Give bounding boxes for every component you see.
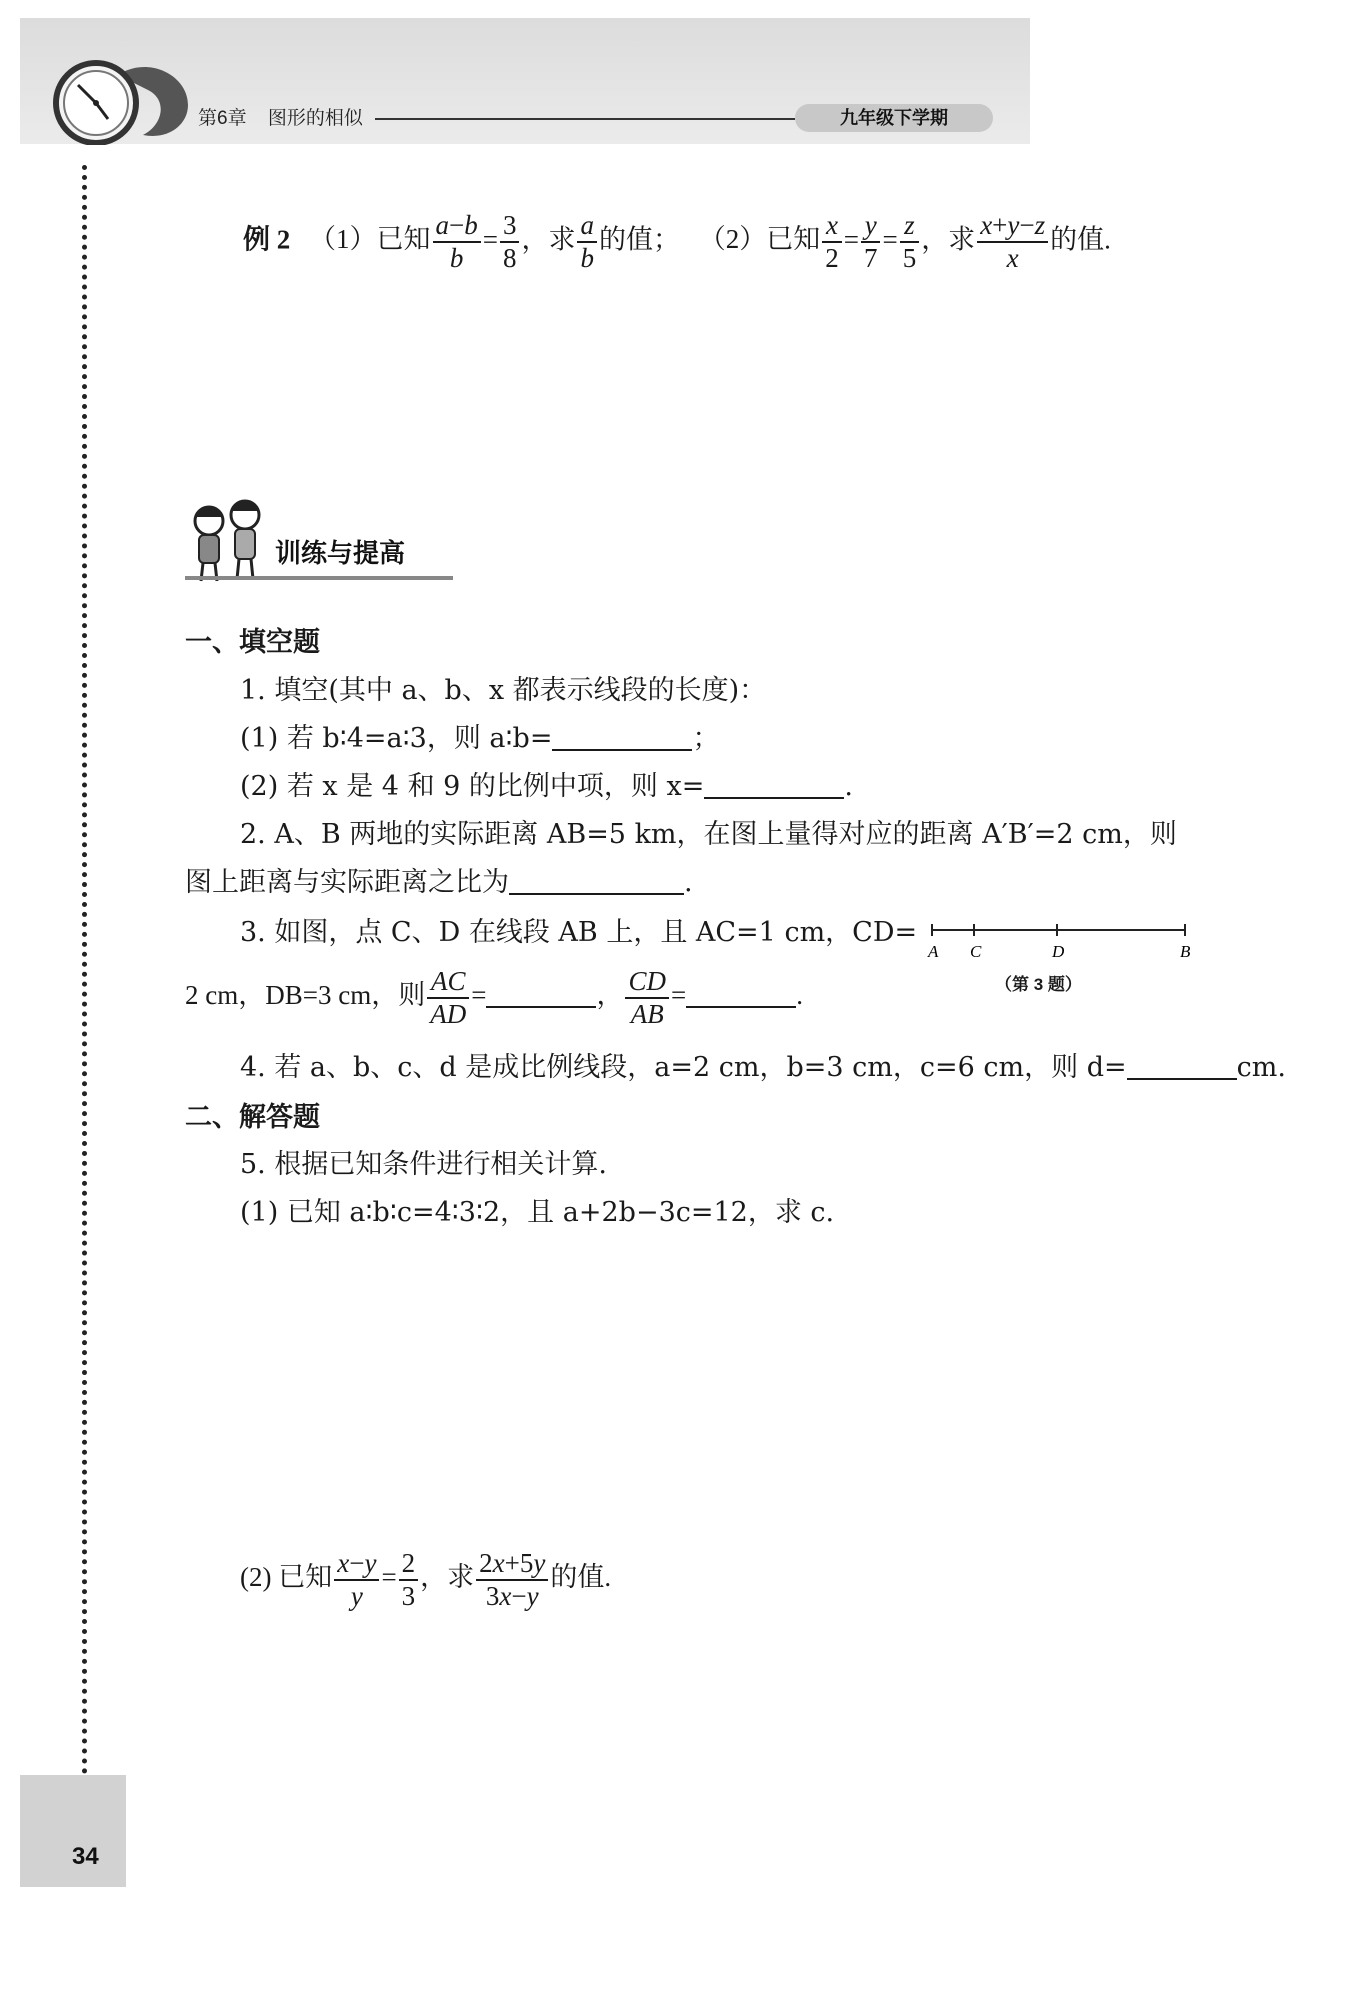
fraction-x-over-2: $\frac{x}{2}$ (822, 210, 842, 274)
point-label-b: B (1180, 942, 1191, 961)
answer-blank-3-2[interactable] (686, 976, 796, 1008)
example-label: 例 2 (243, 224, 291, 255)
section-banner-title: 训练与提高 (275, 538, 406, 568)
fraction-x-plus-y-minus-z-over-x: $\frac{x+y-z}{x}$ (977, 210, 1048, 274)
chapter-number: 第6章 (198, 108, 247, 129)
fraction-y-over-7: $\frac{y}{7}$ (861, 210, 881, 274)
fraction-cd-over-ab: $\frac{CD}{AB}$ (625, 966, 669, 1030)
page-number-box (20, 1775, 126, 1887)
answer-heading: 二、解答题 (185, 1102, 320, 1132)
fraction-a-over-b: $\frac{a}{b}$ (577, 210, 597, 274)
fraction-a-minus-b-over-b: $\frac{a-b}{b}$ (433, 210, 481, 274)
answer-blank-1-1[interactable] (552, 719, 692, 751)
example-p1-suffix: 的值； (598, 224, 680, 255)
question-2-line-2: 图上距离与实际距离之比为 . (185, 863, 693, 903)
question-3-line-1: 3. 如图，点 C、D 在线段 AB 上，且 AC=1 cm，CD= (240, 917, 918, 948)
fraction-x-minus-y-over-y: $\frac{x-y}{y}$ (334, 1548, 379, 1612)
question-1: 1. 填空(其中 a、b、x 都表示线段的长度)： (240, 675, 767, 706)
question-1-part-1: (1) 若 b∶4=a∶3，则 a∶b= ； (240, 719, 719, 759)
fraction-2x-plus-5y-over-3x-minus-y: $\frac{2x+5y}{3x-y}$ (476, 1548, 548, 1612)
answer-blank-3-1[interactable] (486, 976, 596, 1008)
example-p1-prefix: （1）已知 (309, 224, 431, 255)
chapter-title: 图形的相似 (267, 108, 363, 129)
example-p2-prefix: （2）已知 (698, 224, 821, 255)
example-2: 例 2 （1）已知 $\frac{a-b}{b}$ = $\frac{3}{8}$ ，求 $\frac{a}{b}$ 的值； （2）已知 $\frac{x}{2}$ = $\frac{y}{7}$ = $\frac{z}{5}$ ，求 $\frac{x+y-z}{x}$ 的值. (243, 210, 1111, 274)
grade-label: 九年级下学期 (840, 108, 948, 128)
section-banner (275, 533, 405, 570)
question-4: 4. 若 a、b、c、d 是成比例线段，a=2 cm，b=3 cm，c=6 cm，则 d= cm. (240, 1048, 1286, 1088)
grade-badge (795, 104, 993, 132)
margin-dotted-line (82, 165, 87, 1785)
fill-in-heading: 一、填空题 (185, 627, 320, 657)
page-number: 34 (72, 1843, 99, 1870)
section-banner-underline (185, 576, 453, 580)
fraction-z-over-5: $\frac{z}{5}$ (900, 210, 920, 274)
question-3-line-2: 2 cm，DB=3 cm，则 $\frac{AC}{AD}$ = ， $\frac{CD}{AB}$ = . (185, 965, 803, 1029)
header-rule (375, 118, 795, 120)
example-p1-mid: ，求 (521, 224, 576, 255)
example-p2-suffix: 的值. (1050, 224, 1111, 255)
segment-figure (920, 915, 1200, 965)
fraction-2-over-3: $\frac{2}{3}$ (399, 1548, 419, 1612)
chapter-label (198, 103, 363, 130)
question-5-part-1: (1) 已知 a∶b∶c=4∶3∶2，且 a+2b−3c=12，求 c. (240, 1197, 835, 1228)
question-5-part-2: (2) 已知 $\frac{x-y}{y}$ = $\frac{2}{3}$ ，求 $\frac{2x+5y}{3x-y}$ 的值. (240, 1547, 612, 1611)
point-label-c: C (970, 942, 982, 961)
question-5: 5. 根据已知条件进行相关计算. (240, 1149, 607, 1180)
question-2-line-1: 2. A、B 两地的实际距离 AB=5 km，在图上量得对应的距离 A′B′=2 cm，则 (240, 819, 1177, 850)
answer-blank-1-2[interactable] (704, 767, 844, 799)
fraction-ac-over-ad: $\frac{AC}{AD}$ (427, 966, 469, 1030)
figure-caption: （第 3 题） (995, 975, 1082, 994)
point-label-a: A (928, 942, 939, 961)
answer-blank-2[interactable] (509, 863, 684, 895)
kids-illustration (183, 495, 273, 585)
point-label-d: D (1052, 942, 1065, 961)
answer-blank-4[interactable] (1127, 1048, 1237, 1080)
fraction-3-over-8: $\frac{3}{8}$ (500, 210, 520, 274)
question-1-part-2: (2) 若 x 是 4 和 9 的比例中项，则 x= . (240, 767, 853, 807)
example-p2-mid: ，求 (921, 224, 976, 255)
stopwatch-icon (48, 55, 198, 145)
